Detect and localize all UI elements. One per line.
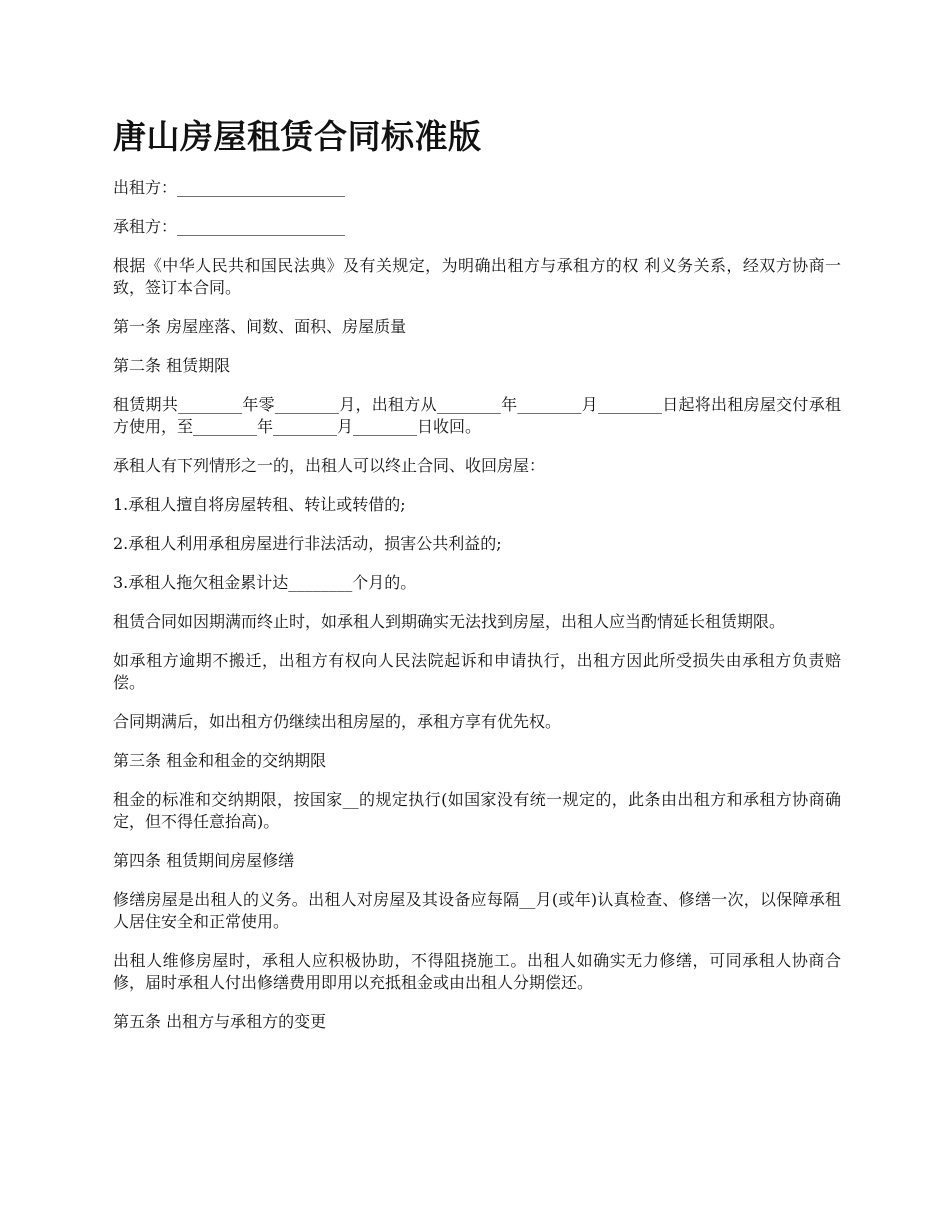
termination-item-3: 3.承租人拖欠租金累计达________个月的。 (113, 573, 417, 592)
article-1-heading: 第一条 房屋座落、间数、面积、房屋质量 (113, 317, 407, 336)
document-page (113, 113, 841, 1050)
lessor-line: 出租方：_____________________ (113, 178, 346, 197)
article-5-heading: 第五条 出租方与承租方的变更 (113, 1012, 327, 1031)
expiry-extension-paragraph: 租赁合同如因期满而终止时，如承租人到期确实无法找到房屋，出租人应当酌情延长租赁期限。 (113, 612, 786, 631)
lease-term-paragraph: 租赁期共________年零________月，出租方从________年________月________日起将出租房屋交付承租方使用，至________年________月________日收回。 (113, 395, 841, 436)
preamble-paragraph: 根据《中华人民共和国民法典》及有关规定，为明确出租方与承租方的权 利义务关系，经双方协商一致，签订本合同。 (113, 256, 841, 297)
repair-duty-paragraph: 修缮房屋是出租人的义务。出租人对房屋及其设备应每隔__月(或年)认真检查、修缮一次，以保障承租人居住安全和正常使用。 (113, 890, 841, 931)
termination-item-1: 1.承租人擅自将房屋转租、转让或转借的; (113, 495, 406, 514)
article-3-heading: 第三条 租金和租金的交纳期限 (113, 751, 327, 770)
article-4-heading: 第四条 租赁期间房屋修缮 (113, 851, 295, 870)
document-title: 唐山房屋租赁合同标准版 (113, 117, 482, 156)
rent-standard-paragraph: 租金的标准和交纳期限，按国家__的规定执行(如国家没有统一规定的，此条由出租方和承租方协商确定，但不得任意抬高)。 (113, 790, 841, 831)
priority-right-paragraph: 合同期满后，如出租方仍继续出租房屋的，承租方享有优先权。 (113, 712, 562, 731)
overdue-relocation-paragraph: 如承租方逾期不搬迁，出租方有权向人民法院起诉和申请执行，出租方因此所受损失由承租方负责赔偿。 (113, 651, 841, 692)
lessee-line: 承租方：_____________________ (113, 217, 346, 236)
repair-cooperation-paragraph: 出租人维修房屋时，承租人应积极协助，不得阻挠施工。出租人如确实无力修缮，可同承租人协商合修，届时承租人付出修缮费用即用以充抵租金或由出租人分期偿还。 (113, 951, 841, 992)
article-2-heading: 第二条 租赁期限 (113, 356, 231, 375)
termination-intro-paragraph: 承租人有下列情形之一的，出租人可以终止合同、收回房屋： (113, 456, 546, 475)
termination-item-2: 2.承租人利用承租房屋进行非法活动，损害公共利益的; (113, 534, 502, 553)
